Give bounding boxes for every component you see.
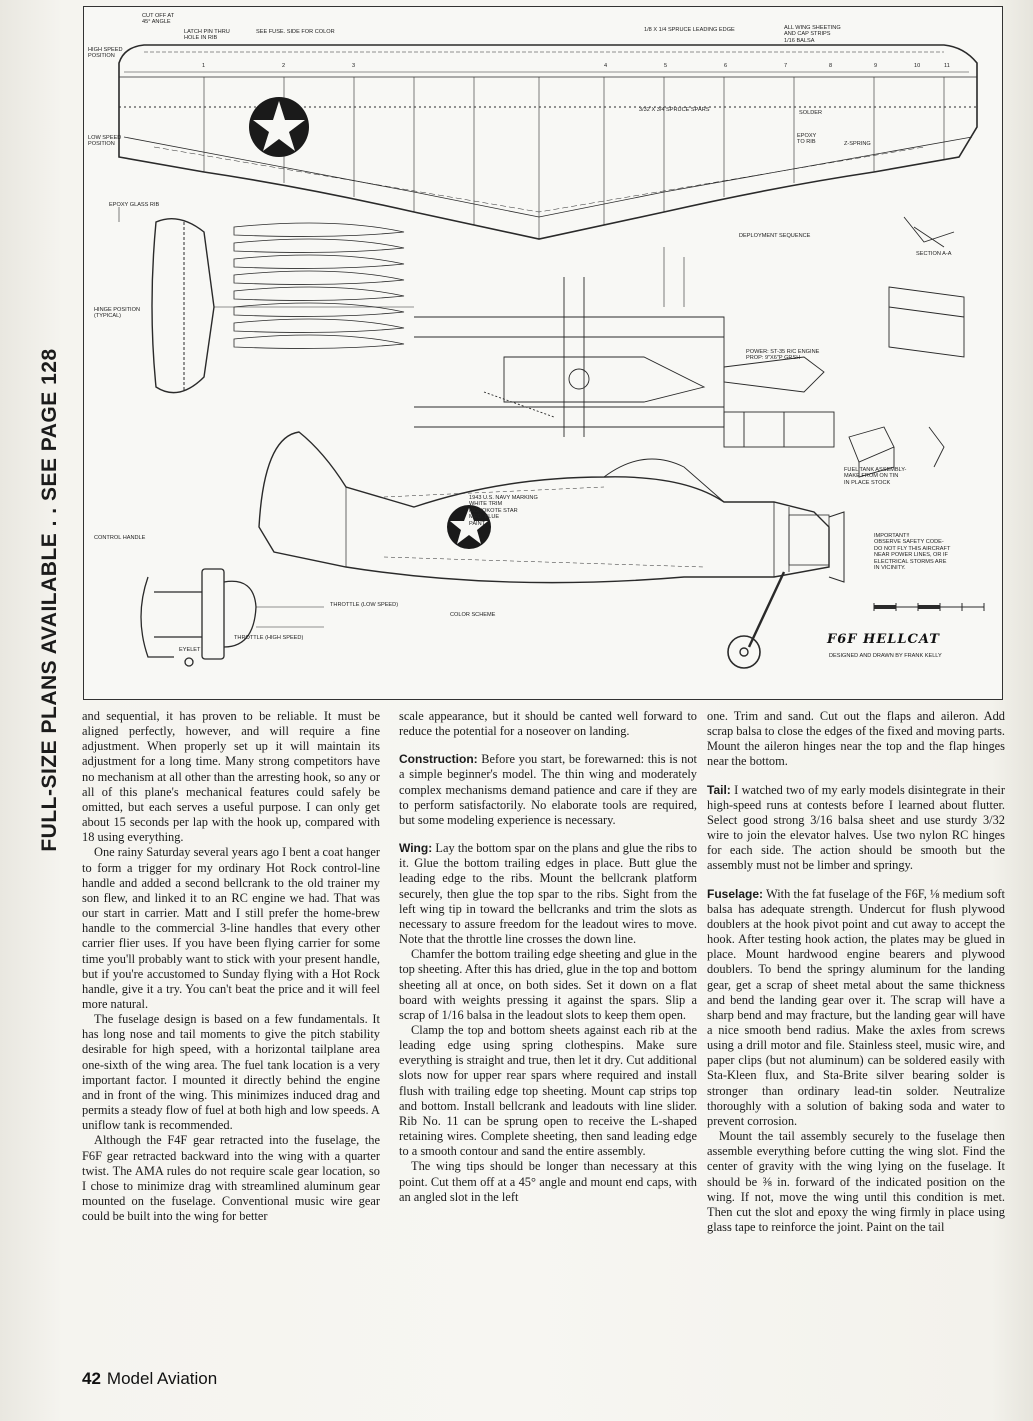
rib-number: 2 [282, 63, 286, 69]
note-throttle-slow: THROTTLE (LOW SPEED) [330, 602, 399, 608]
rib-number: 7 [784, 63, 788, 69]
paragraph: Clamp the top and bottom sheets against each rib at the leading edge using spring clothespins. Make sure everything is straight and true, then let it dry. Cut additional slots now for upper rear spars where required and install flush with trailing edge top sheeting. Mount cap strips top and bottom. Install bellcrank and leadouts with line slider. Rib No. 11 can be sprung open to receive the L-shaped retaining wires. Complete sheeting, then sand leading edge to a smooth contour and sand the entire assembly. [399, 1022, 697, 1159]
note-color-scheme: COLOR SCHEME [450, 612, 496, 618]
rib-number: 1 [202, 63, 206, 69]
note-throttle-high: THROTTLE (HIGH SPEED) [234, 635, 304, 641]
note-low-speed: LOW SPEED POSITION [88, 135, 122, 148]
note-high-speed: HIGH SPEED POSITION [88, 47, 123, 60]
note-marking: 1943 U.S. NAVY MARKING WHITE TRIM MONOKOTE STAR MED. BLUE PAINT [469, 495, 538, 527]
plan-drawing [83, 6, 1003, 700]
paragraph: One rainy Saturday several years ago I bent a coat hanger to form a trigger for my ordinary Hot Rock control-line handle and added a second bellcrank to the old trainer my son flew, and linked it to an RC engine we had. That was our start in carrier. Matt and I still prefer the home-brew handle to the commercial 3-line handles that every other carrier flier uses. If you have been flying carrier for some time you'll probably want to stick with your present handle, but if you're accustomed to Sunday flying with a Hot Rock handle, give it a try. You can't beat the price and it will feel more natural. [82, 845, 380, 1011]
plan-title: F6F HELLCAT [827, 632, 940, 647]
column-3 [707, 709, 1005, 1235]
note-epoxy-rib: EPOXY TO RIB [797, 133, 817, 146]
section-heading: Tail: [707, 782, 731, 797]
page-folio [82, 1369, 217, 1389]
rib-number: 9 [874, 63, 878, 69]
rib-number: 5 [664, 63, 668, 69]
paragraph: Tail: I watched two of my early models disintegrate in their high-speed runs at contests before I learned about flutter. Select good strong 3/16 balsa sheet and use sturdy 3/32 wire to join the elevator halves. Use two nylon RC hinges for each side. The action should be smooth but the assembly must not be limber and springy. [707, 782, 1005, 873]
note-solder: SOLDER [799, 110, 823, 116]
paragraph: Fuselage: With the fat fuselage of the F6F, ⅛ medium soft balsa has adequate strength. Undercut for flush plywood doublers at the hook pivot point and cut away to accept the hook. After testing hook action, the plates may be glued in place. Mount hardwood engine bearers and plywood doublers. To bend the springy aluminum for the landing gear, get a scrap of sheet metal about the same thickness and bend the landing gear over it. The scrap will have a sharp bend and may fracture, but the landing gear will have a nice smooth bend radius. Make the axles from screws using a drill motor and file. Stainless steel, music wire, and paper clips (but not aluminum) can be soldered easily with Sta-Kleen flux, and Sta-Brite silver bearing solder is stronger than ordinary lead-tin solder. Neutralize thoroughly with a solution of baking soda and water to prevent corrosion. [707, 886, 1005, 1128]
note-see-fuse: SEE FUSE. SIDE FOR COLOR [256, 29, 335, 35]
page-number: 42 [82, 1369, 101, 1388]
note-hinge-position: HINGE POSITION (TYPICAL) [94, 307, 140, 320]
note-all-wing: ALL WING SHEETING AND CAP STRIPS 1/16 BALSA [784, 25, 841, 44]
note-important: IMPORTANT!! OBSERVE SAFETY CODE- DO NOT FLY THIS AIRCRAFT NEAR POWER LINES, OR IF ELECTRICAL STORMS ARE IN VICINITY. [874, 533, 951, 572]
paragraph: Construction: Before you start, be forewarned: this is not a simple beginner's model. The thin wing and moderately complex mechanisms demand patience and care if they are to perform satisfactorily. No elaborate tools are required, but some modeling experience is necessary. [399, 752, 697, 827]
section-heading: Wing: [399, 841, 433, 856]
note-latch-pin: LATCH PIN THRU HOLE IN RIB [184, 29, 230, 42]
note-fuel-tank: FUEL TANK ASSEMBLY- MAKE FROM ON TIN IN PLACE STOCK [844, 467, 907, 486]
paragraph: Mount the tail assembly securely to the fuselage then assemble everything before cutting the wing slot. Find the center of gravity with the wing lying on the fuselage. It should be ⅜ in. forward of the indicated position on the wing. If not, move the wing until this condition is met. Then cut the slot and epoxy the wing firmly in place using glass tape to reinforce the joint. Paint on the tail [707, 1129, 1005, 1234]
rib-number: 3 [352, 63, 356, 69]
paragraph: scale appearance, but it should be canted well forward to reduce the potential for a noseover on landing. [399, 709, 697, 739]
column-1 [82, 709, 380, 1224]
paragraph: The fuselage design is based on a few fundamentals. It has long nose and tail moments to give the pitch stability desirable for high speed, with a horizontal tailplane area one-sixth of the wing area. The fuel tank location is a very important factor. I mounted it directly behind the engine and in front of the wing. This minimizes induced drag and permits a steady flow of fuel at both high and low speeds. A uniflow tank is recommended. [82, 1012, 380, 1133]
wing-star-insignia [249, 97, 309, 157]
paragraph: and sequential, it has proven to be reliable. It must be aligned perfectly, however, and will require a fine adjustment. When properly set up it will maintain its adjustment for a long time. Many strong competitors have no mechanism at all other than the arresting hook, so any or all of this plane's mechanical features could safely be omitted, but each serves a useful purpose. I can only get about 15 seconds per lap with the hook up, compared with 18 using everything. [82, 709, 380, 845]
section-heading: Fuselage: [707, 886, 764, 901]
note-power: POWER: ST-35 R/C ENGINE PROP: 9"X6"P GRSH [746, 349, 820, 362]
paragraph: The wing tips should be longer than necessary at this point. Cut them off at a 45° angle and mount end caps, with an angled slot in the left [399, 1159, 697, 1204]
fuselage-side-view [259, 432, 844, 668]
rib-number: 4 [604, 63, 608, 69]
magazine-name: Model Aviation [106, 1369, 218, 1388]
note-eyelet: EYELET [179, 647, 201, 653]
note-cut-off: CUT OFF AT 45° ANGLE [142, 13, 175, 26]
plan-credit: DESIGNED AND DRAWN BY FRANK KELLY [829, 653, 942, 659]
note-control-handle: CONTROL HANDLE [94, 535, 146, 541]
plan-linework [84, 7, 1001, 698]
note-deployment: DEPLOYMENT SEQUENCE [739, 233, 811, 239]
paragraph: Wing: Lay the bottom spar on the plans and glue the ribs to it. Glue the bottom trailing edges in place. Butt glue the leading edge to the ribs. Mount the bellcrank platform securely, then glue the top spar to the ribs. Sight from the left wing tip in toward the bellcranks and trim the slots as necessary to assure freedom for the leadout wires to move. Note that the throttle line crosses the down line. [399, 841, 697, 947]
plans-available-text: FULL-SIZE PLANS AVAILABLE . . SEE PAGE 128 [38, 348, 61, 852]
rib-number: 11 [944, 63, 950, 69]
paragraph: Although the F4F gear retracted into the fuselage, the F6F gear retracted backward into the wing with a quarter twist. The AMA rules do not require scale gear location, so I chose to minimize drag with streamlined aluminum gear mounted on the fuselage. Conventional music wire gear could be built into the wing for better [82, 1133, 380, 1224]
note-section: SECTION A-A [916, 251, 952, 257]
rib-patterns [234, 223, 404, 348]
rib-number: 6 [724, 63, 728, 69]
rib-number: 10 [914, 63, 921, 69]
article-body [82, 709, 1005, 1364]
control-handle-drawing [141, 569, 324, 666]
note-spring: Z-SPRING [844, 141, 871, 147]
tail-planform [152, 219, 414, 393]
paragraph: one. Trim and sand. Cut out the flaps and aileron. Add scrap balsa to close the edges of the fixed and moving parts. Mount the aileron hinges near the top and the flap hinges near the bottom. [707, 709, 1005, 769]
rib-number: 8 [829, 63, 833, 69]
note-spruce-spars: 3/32 X 3/4 SPRUCE SPARS [639, 107, 710, 113]
column-2 [399, 709, 697, 1205]
note-leading-edge: 1/8 X 1/4 SPRUCE LEADING EDGE [644, 27, 735, 33]
paragraph: Chamfer the bottom trailing edge sheeting and glue in the top sheeting. After this has dried, glue in the top and bottom sheeting all at once, on both sides. Set it down on a flat board with weights pressing it against the spars. Slip a scrap of 1/16 balsa in the leadout slots to keep them open. [399, 947, 697, 1022]
scale-bar [874, 603, 984, 611]
section-heading: Construction: [399, 752, 478, 767]
note-epoxy-glass: EPOXY GLASS RIB [109, 202, 160, 208]
